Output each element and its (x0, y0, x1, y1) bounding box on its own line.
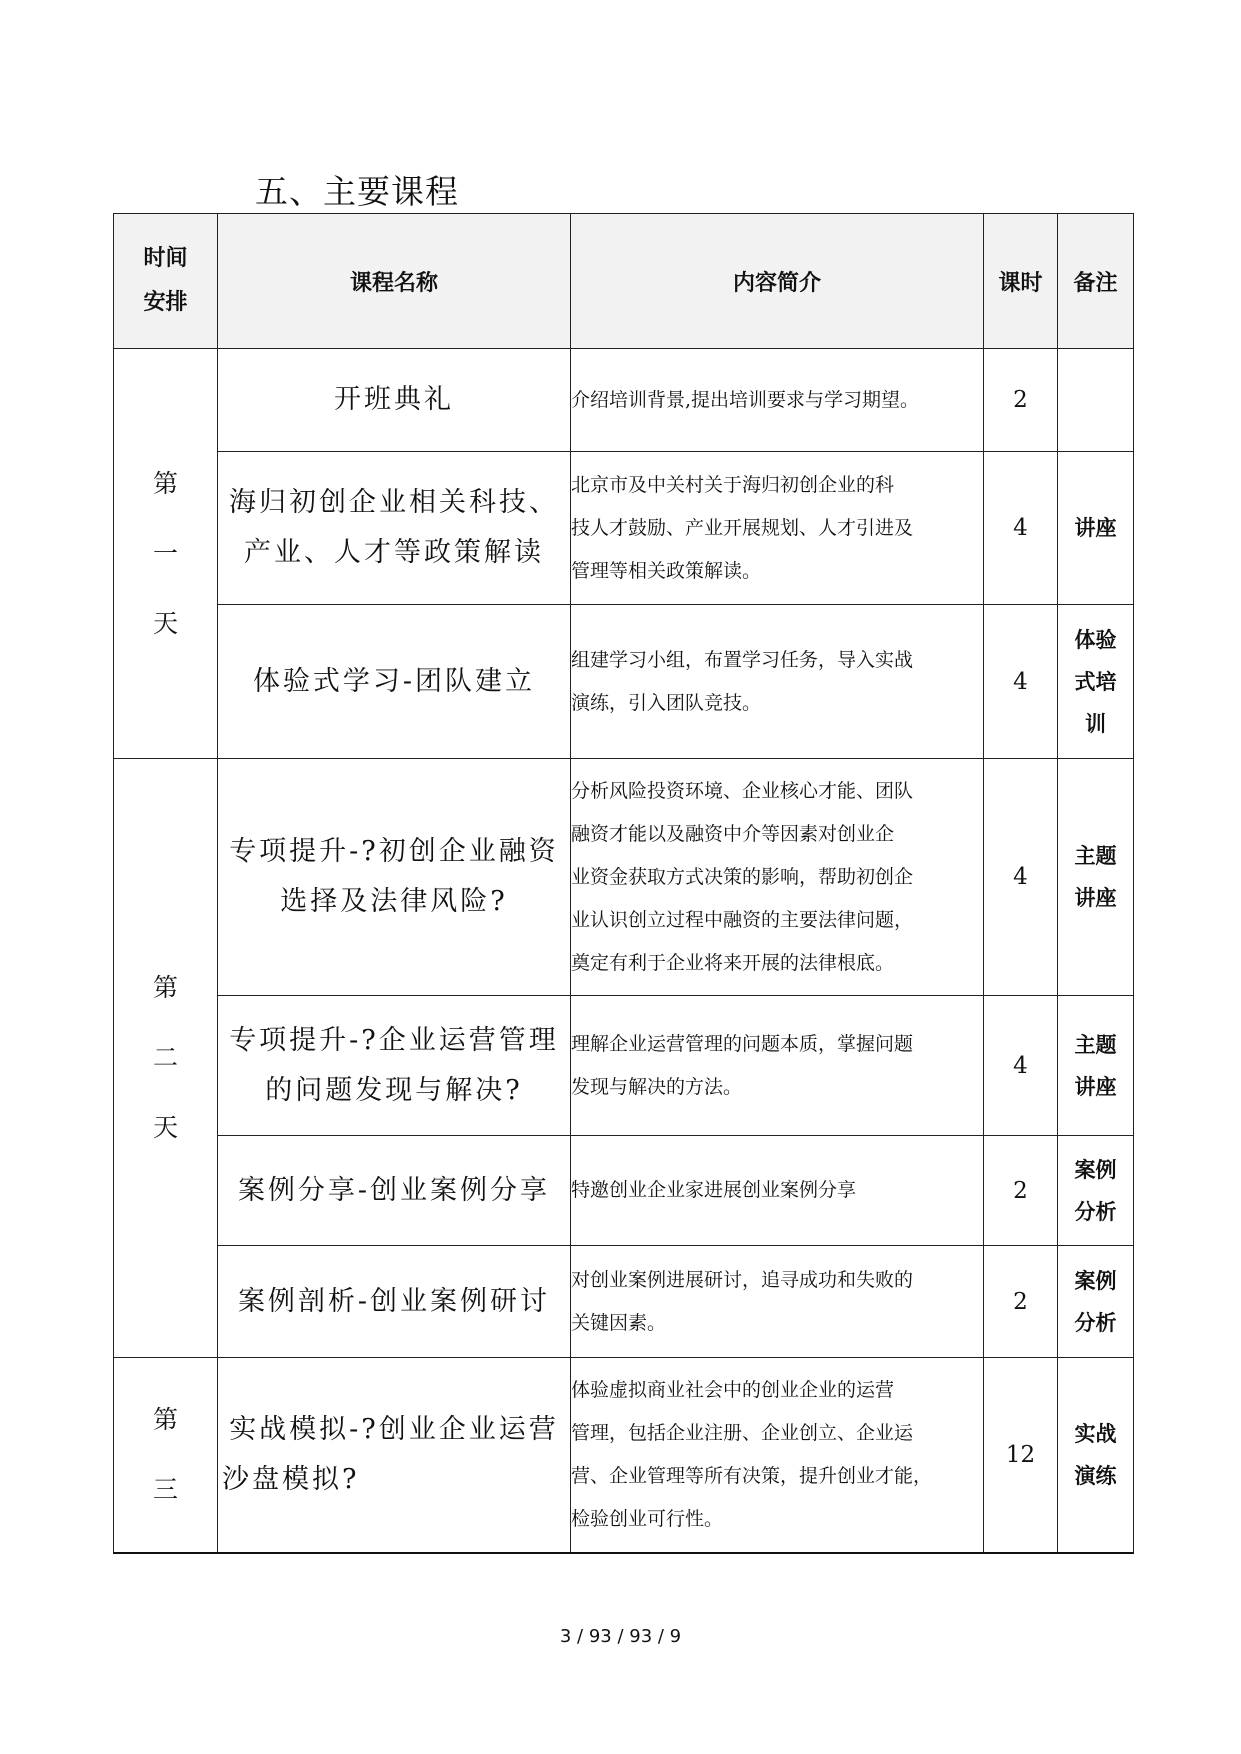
course-intro (571, 1358, 984, 1553)
note-line: 体验 (1074, 627, 1117, 652)
course-hours: 2 (984, 1136, 1058, 1246)
course-name (218, 759, 571, 996)
course-line: 选择及法律风险? (280, 886, 508, 917)
intro-line: 对创业案例进展研讨，追寻成功和失败的 (571, 1268, 914, 1291)
note-line: 案例 (1074, 1268, 1117, 1293)
course-line: 实战模拟-?创业企业运营 (229, 1413, 559, 1445)
course-line: 体验式学习-团队建立 (252, 665, 536, 697)
course-intro (571, 349, 984, 452)
course-line: 案例分享-创业案例分享 (237, 1174, 551, 1206)
table-row (114, 996, 1134, 1136)
header-time (114, 214, 218, 349)
intro-line: 分析风险投资环境、企业核心才能、团队 (571, 779, 914, 802)
course-name (218, 1358, 571, 1553)
intro-line: 关键因素。 (571, 1311, 667, 1334)
table-row (114, 1246, 1134, 1358)
note-line: 主题 (1074, 1032, 1117, 1057)
note-line: 分析 (1074, 1199, 1117, 1224)
day-label-char: 天 (152, 608, 178, 638)
course-intro (571, 452, 984, 605)
note-line: 案例 (1074, 1157, 1117, 1182)
course-note (1058, 1136, 1134, 1246)
intro-line: 奠定有利于企业将来开展的法律根底。 (571, 951, 895, 974)
course-line: 沙盘模拟? (222, 1463, 360, 1495)
header-note: 备注 (1058, 214, 1134, 349)
note-line: 讲座 (1074, 1074, 1117, 1099)
day-cell (114, 1358, 218, 1553)
day-label-char: 二 (152, 1043, 178, 1072)
course-intro (571, 605, 984, 759)
course-line: 的问题发现与解决? (265, 1074, 523, 1106)
course-hours: 2 (984, 1246, 1058, 1358)
intro-line: 发现与解决的方法。 (571, 1075, 743, 1098)
header-hours: 课时 (984, 214, 1058, 349)
course-name (218, 452, 571, 605)
intro-line: 组建学习小组，布置学习任务，导入实战 (571, 648, 914, 671)
day-cell (114, 349, 218, 759)
note-line: 主题 (1074, 844, 1117, 868)
table-row (114, 605, 1134, 759)
course-note (1058, 349, 1134, 452)
course-hours: 12 (984, 1358, 1058, 1553)
intro-line: 介绍培训背景,提出培训要求与学习期望。 (571, 388, 920, 411)
intro-line: 业认识创立过程中融资的主要法律问题， (571, 908, 914, 931)
table-row (114, 1136, 1134, 1246)
course-name (218, 349, 571, 452)
course-note (1058, 759, 1134, 996)
course-name (218, 605, 571, 759)
day-label-char: 三 (152, 1474, 178, 1504)
page-number: 3 / 93 / 93 / 9 (559, 1626, 682, 1647)
course-note (1058, 1358, 1134, 1553)
course-intro (571, 1136, 984, 1246)
course-hours: 4 (984, 605, 1058, 759)
course-line: 产业、人才等政策解读 (244, 537, 544, 568)
intro-line: 特邀创业企业家进展创业案例分享 (571, 1179, 857, 1201)
course-line: 案例剖析-创业案例研讨 (237, 1285, 551, 1317)
header-time-line: 安排 (143, 290, 188, 315)
course-hours: 4 (984, 996, 1058, 1136)
course-hours: 4 (984, 759, 1058, 996)
intro-line: 管理等相关政策解读。 (571, 559, 762, 582)
intro-line: 检验创业可行性。 (571, 1507, 724, 1530)
course-name (218, 1136, 571, 1246)
course-note (1058, 996, 1134, 1136)
course-line: 专项提升-?初创企业融资 (229, 836, 559, 867)
course-note (1058, 1246, 1134, 1358)
header-time-line: 时间 (143, 246, 188, 271)
course-line: 海归初创企业相关科技、 (229, 487, 559, 518)
course-hours: 2 (984, 349, 1058, 452)
course-line: 开班典礼 (334, 384, 454, 415)
note-line: 演练 (1074, 1463, 1117, 1488)
intro-line: 融资才能以及融资中介等因素对创业企 (571, 822, 895, 845)
course-note (1058, 605, 1134, 759)
intro-line: 北京市及中关村关于海归初创企业的科 (571, 473, 895, 496)
course-intro (571, 759, 984, 996)
course-intro (571, 996, 984, 1136)
table-row (114, 1358, 1134, 1553)
section-title: 五、主要课程 (255, 172, 459, 211)
intro-line: 业资金获取方式决策的影响，帮助初创企 (571, 865, 914, 888)
intro-line: 演练，引入团队竞技。 (571, 691, 762, 714)
table-row (114, 349, 1134, 452)
course-table (113, 213, 1134, 1554)
day-label-char: 第 (152, 1404, 178, 1434)
intro-line: 营、企业管理等所有决策，提升创业才能， (571, 1464, 933, 1487)
intro-line: 管理，包括企业注册、企业创立、企业运 (571, 1421, 914, 1444)
course-name (218, 996, 571, 1136)
day-label-char: 第 (152, 973, 178, 1002)
day-label-char: 天 (152, 1113, 178, 1142)
table-row (114, 452, 1134, 605)
table-header-row (114, 214, 1134, 349)
note-line: 讲座 (1074, 886, 1117, 910)
day-cell (114, 759, 218, 1358)
course-intro (571, 1246, 984, 1358)
note-line: 实战 (1074, 1421, 1117, 1446)
note-line: 讲座 (1074, 516, 1117, 540)
course-line: 专项提升-?企业运营管理 (229, 1024, 559, 1056)
table-row (114, 759, 1134, 996)
header-course: 课程名称 (218, 214, 571, 349)
day-label-char: 一 (152, 538, 178, 568)
course-hours: 4 (984, 452, 1058, 605)
note-line: 训 (1085, 711, 1106, 736)
note-line: 分析 (1074, 1310, 1117, 1335)
intro-line: 理解企业运营管理的问题本质，掌握问题 (571, 1032, 914, 1055)
note-line: 式培 (1074, 669, 1117, 694)
intro-line: 技人才鼓励、产业开展规划、人才引进及 (571, 516, 914, 539)
day-label-char: 第 (152, 468, 178, 498)
intro-line: 体验虚拟商业社会中的创业企业的运营 (571, 1378, 895, 1401)
course-note (1058, 452, 1134, 605)
header-intro: 内容简介 (571, 214, 984, 349)
course-name (218, 1246, 571, 1358)
